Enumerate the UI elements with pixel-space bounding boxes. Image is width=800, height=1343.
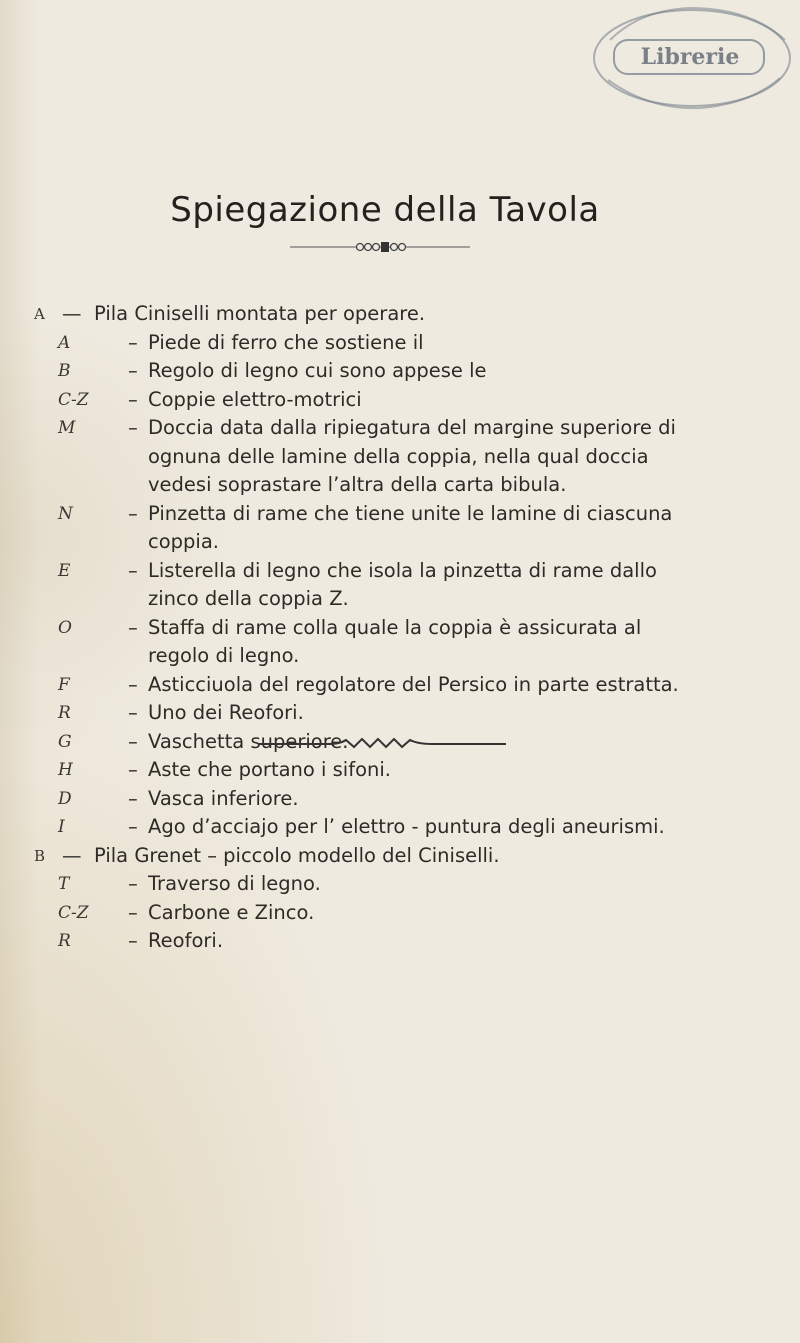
legend-key: O: [58, 617, 72, 638]
legend-item: F – Asticciuola del regolatore del Persico in parte estratta.: [0, 671, 800, 700]
dash: —: [62, 302, 82, 325]
legend-item: C-Z – Carbone e Zinco.: [0, 899, 800, 928]
legend-item: E – Listerella di legno che isola la pinzetta di rame dallo zinco della coppia Z.: [0, 557, 800, 614]
legend-key: F: [58, 674, 70, 695]
legend-item: O – Staffa di rame colla quale la coppia è assicurata al regolo di legno.: [0, 614, 800, 671]
legend-key: C-Z: [58, 389, 89, 410]
section-heading: Pila Ciniselli montata per operare.: [94, 302, 426, 325]
legend-text: Vasca inferiore.: [148, 786, 299, 810]
legend-text: Uno dei Reofori.: [148, 701, 304, 724]
legend-text: Regolo di legno cui sono appese le: [148, 359, 487, 382]
legend-text: Traverso di legno.: [148, 872, 321, 895]
legend-item: D – Vasca inferiore.: [0, 785, 800, 814]
svg-text:Librerie: Librerie: [640, 44, 740, 70]
legend-key: R: [58, 703, 71, 723]
legend-item: G – Vaschetta superiore.: [0, 728, 800, 757]
legend-item: M – Doccia data dalla ripiegatura del margine superiore di ognuna delle lamine della coppia, nella qual doccia vedesi soprastare l’altra della carta bibula.: [0, 414, 800, 500]
legend-text: Piede di ferro che sostiene il: [148, 330, 424, 354]
legend-list: [0, 300, 800, 956]
title-ornament: [290, 240, 470, 254]
legend-item: N – Pinzetta di rame che tiene unite le lamine di ciascuna coppia.: [0, 500, 800, 557]
legend-key: H: [58, 760, 73, 780]
legend-item: R – Uno dei Reofori.: [0, 699, 800, 728]
legend-item: B – Regolo di legno cui sono appese le: [0, 357, 800, 386]
legend-text: Asticciuola del regolatore del Persico in parte estratta.: [148, 672, 679, 696]
legend-key: G: [58, 731, 72, 752]
legend-item: R – Reofori.: [0, 927, 800, 956]
legend-text: Carbone e Zinco.: [148, 900, 315, 924]
legend-item: A – Piede di ferro che sostiene il: [0, 329, 800, 358]
legend-key: I: [58, 817, 65, 837]
legend-text: Coppie elettro-motrici: [148, 387, 362, 411]
legend-text: Pinzetta di rame che tiene unite le lamine di ciascuna coppia.: [148, 501, 673, 553]
legend-item: C-Z – Coppie elettro-motrici: [0, 386, 800, 415]
section-marker: A: [34, 305, 45, 323]
legend-item: T – Traverso di legno.: [0, 870, 800, 899]
legend-text: Doccia data dalla ripiegatura del margine superiore di ognuna delle lamine della coppia, nella qual doccia vedesi soprastare l’altra della carta bibula.: [148, 416, 676, 496]
section-heading: Pila Grenet – piccolo modello del Ciniselli.: [94, 843, 500, 867]
legend-text: Staffa di rame colla quale la coppia è assicurata al regolo di legno.: [148, 615, 642, 667]
legend-text: Listerella di legno che isola la pinzetta di rame dallo zinco della coppia Z.: [148, 558, 657, 610]
legend-item: H – Aste che portano i sifoni.: [0, 756, 800, 785]
section-marker: B: [34, 846, 46, 865]
library-stamp: [580, 0, 795, 115]
legend-key: E: [58, 560, 71, 581]
dash: —: [62, 843, 82, 867]
legend-key: A: [58, 332, 71, 353]
section-a-heading: [0, 300, 800, 329]
closing-ornament: [258, 735, 506, 751]
legend-key: C-Z: [58, 902, 89, 923]
page-title: Spiegazione della Tavola: [170, 190, 600, 230]
legend-text: Reofori.: [148, 929, 224, 952]
legend-text: Aste che portano i sifoni.: [148, 758, 391, 781]
legend-key: T: [58, 874, 70, 894]
legend-key: D: [58, 788, 72, 809]
legend-key: R: [58, 931, 71, 951]
section-b-heading: [0, 842, 800, 871]
legend-key: M: [58, 418, 76, 438]
legend-text: Vaschetta superiore.: [148, 729, 349, 753]
legend-key: B: [58, 361, 71, 381]
legend-text: Ago d’acciajo per l’ elettro - puntura degli aneurismi.: [148, 815, 665, 838]
legend-item: I – Ago d’acciajo per l’ elettro - puntura degli aneurismi.: [0, 813, 800, 842]
legend-key: N: [58, 503, 73, 524]
